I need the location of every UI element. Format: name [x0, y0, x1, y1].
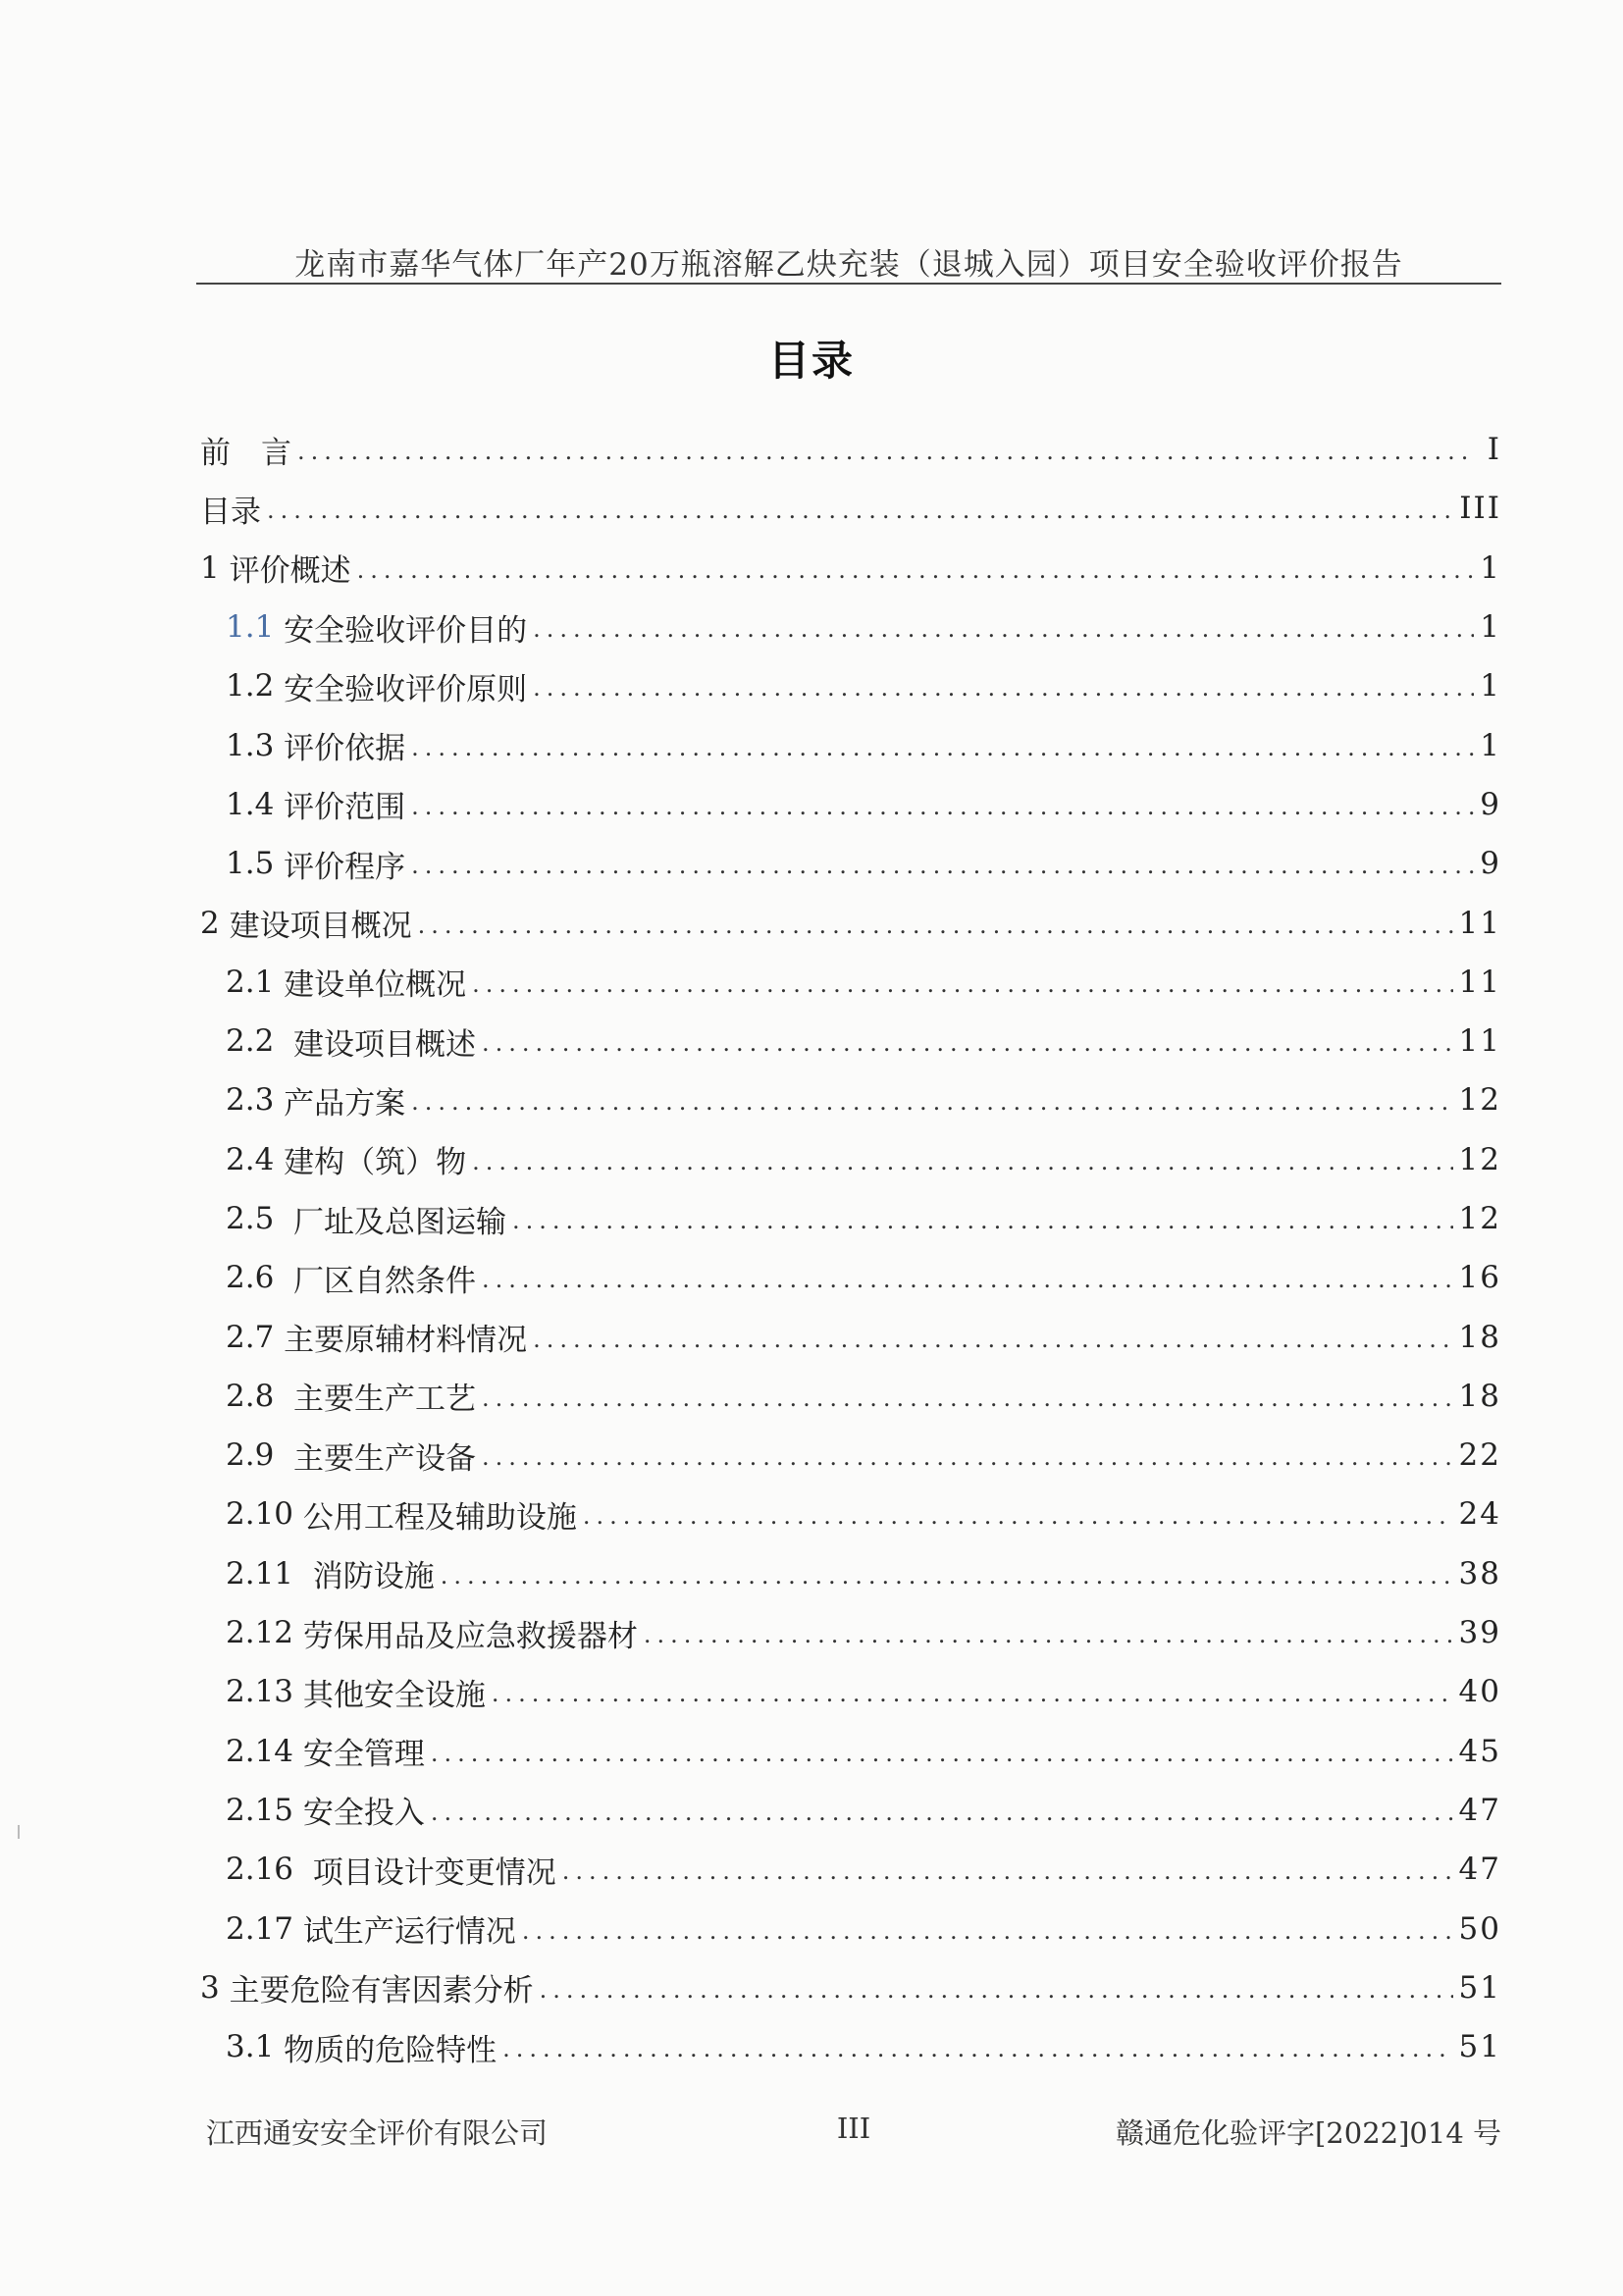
- toc-entry[interactable]: [200, 953, 1501, 1012]
- toc-entry-number: 1.1: [226, 609, 285, 646]
- toc-entry-title: 建设单位概况: [284, 967, 467, 1004]
- toc-entry-page: 51: [1458, 1969, 1501, 2006]
- toc-dot-leader: [472, 970, 1452, 998]
- toc-dot-leader: [418, 912, 1453, 939]
- toc-entry-title: 建设项目概况: [229, 909, 412, 945]
- toc-entry-number: 3: [200, 1969, 230, 2006]
- toc-entry-title: 主要生产工艺: [284, 1382, 477, 1418]
- toc-entry-title: 建构（筑）物: [284, 1145, 467, 1181]
- toc-entry-page: 12: [1458, 1141, 1501, 1177]
- toc-entry-title: 试生产运行情况: [302, 1914, 516, 1951]
- toc-dot-leader: [533, 1326, 1452, 1353]
- table-of-contents: [200, 420, 1501, 2076]
- toc-entry-number: 1: [200, 549, 230, 586]
- toc-dot-leader: [562, 1857, 1453, 1885]
- toc-entry-page: 45: [1458, 1733, 1501, 1769]
- toc-dot-leader: [482, 1384, 1453, 1412]
- toc-entry-number: 2.16: [226, 1852, 303, 1888]
- toc-entry[interactable]: [200, 1307, 1501, 1366]
- toc-entry-page: 9: [1480, 846, 1501, 882]
- toc-entry-title: 产品方案: [284, 1085, 406, 1122]
- toc-entry[interactable]: [200, 420, 1501, 479]
- toc-entry-page: 51: [1458, 2029, 1501, 2065]
- toc-entry-number: 2.2: [226, 1023, 285, 1060]
- toc-entry-number: 2: [200, 905, 230, 941]
- toc-dot-leader: [583, 1502, 1453, 1530]
- toc-entry-page: I: [1487, 432, 1501, 468]
- toc-entry-title: 其他安全设施: [302, 1677, 486, 1713]
- toc-entry-title: 物质的危险特性: [284, 2032, 497, 2068]
- toc-dot-leader: [472, 1148, 1452, 1175]
- toc-entry-title: 主要原辅材料情况: [284, 1323, 528, 1359]
- toc-entry-page: 12: [1458, 1082, 1501, 1119]
- toc-entry-number: 2.17: [226, 1910, 303, 1947]
- toc-entry[interactable]: [200, 1130, 1501, 1189]
- toc-entry[interactable]: [200, 775, 1501, 834]
- toc-entry-page: 12: [1458, 1201, 1501, 1236]
- toc-entry-title: 评价范围: [284, 790, 406, 826]
- toc-entry-title: 评价概述: [229, 553, 351, 590]
- toc-entry[interactable]: [200, 1722, 1501, 1781]
- toc-entry-page: 11: [1458, 905, 1501, 941]
- toc-dot-leader: [431, 1799, 1453, 1826]
- toc-dot-leader: [431, 1740, 1453, 1767]
- toc-entry-number: 2.11: [226, 1555, 303, 1592]
- toc-dot-leader: [482, 1443, 1453, 1471]
- toc-entry-page: 1: [1480, 668, 1501, 704]
- toc-dot-leader: [533, 674, 1474, 702]
- toc-entry-number: 2.4: [226, 1141, 285, 1177]
- toc-entry-number: 2.12: [226, 1615, 303, 1651]
- toc-entry[interactable]: [200, 598, 1501, 656]
- toc-entry-number: 2.1: [226, 964, 285, 1000]
- toc-entry[interactable]: [200, 1603, 1501, 1662]
- toc-entry-page: 16: [1458, 1260, 1501, 1296]
- toc-entry[interactable]: [200, 893, 1501, 952]
- toc-entry-title: 厂区自然条件: [284, 1263, 477, 1299]
- toc-entry[interactable]: [200, 2017, 1501, 2076]
- toc-entry[interactable]: [200, 1781, 1501, 1840]
- toc-dot-leader: [512, 1207, 1453, 1234]
- running-header: 龙南市嘉华气体厂年产20万瓶溶解乙炔充装（退城入园）项目安全验收评价报告: [294, 247, 1403, 283]
- toc-entry-number: 2.14: [226, 1733, 303, 1769]
- toc-entry-page: 1: [1480, 549, 1501, 586]
- toc-dot-leader: [411, 852, 1474, 879]
- toc-entry[interactable]: [200, 1012, 1501, 1070]
- toc-entry[interactable]: [200, 479, 1501, 538]
- toc-entry[interactable]: [200, 1840, 1501, 1899]
- toc-entry-title: 厂址及总图运输: [284, 1204, 507, 1240]
- toc-entry[interactable]: [200, 1958, 1501, 2017]
- toc-entry-number: 2.9: [226, 1437, 285, 1474]
- toc-entry-page: 18: [1458, 1319, 1501, 1355]
- toc-entry[interactable]: [200, 539, 1501, 598]
- toc-entry-page: 9: [1480, 786, 1501, 822]
- toc-entry[interactable]: [200, 1248, 1501, 1307]
- toc-dot-leader: [411, 793, 1474, 820]
- toc-entry-number: 2.7: [226, 1319, 285, 1355]
- toc-dot-leader: [502, 2035, 1452, 2062]
- toc-entry[interactable]: [200, 1426, 1501, 1485]
- toc-entry-title: 安全投入: [302, 1796, 425, 1832]
- toc-entry-number: 2.8: [226, 1378, 285, 1414]
- toc-entry-title: 项目设计变更情况: [302, 1854, 556, 1891]
- toc-dot-leader: [411, 734, 1474, 761]
- toc-entry-page: 1: [1480, 727, 1501, 763]
- toc-entry-page: III: [1459, 491, 1501, 527]
- toc-dot-leader: [267, 496, 1453, 524]
- toc-entry-title: 主要危险有害因素分析: [229, 1973, 534, 2009]
- toc-dot-leader: [540, 1976, 1453, 2004]
- toc-entry[interactable]: [200, 656, 1501, 715]
- footer-company: 江西通安安全评价有限公司: [206, 2116, 549, 2150]
- toc-entry-title: 消防设施: [302, 1559, 435, 1595]
- toc-entry-number: 2.6: [226, 1260, 285, 1296]
- toc-entry-page: 11: [1458, 1023, 1501, 1060]
- header-divider: [196, 283, 1501, 285]
- toc-dot-leader: [357, 556, 1475, 584]
- toc-entry-page: 11: [1458, 964, 1501, 1000]
- toc-entry-page: 38: [1458, 1555, 1501, 1592]
- toc-dot-leader: [297, 438, 1476, 465]
- toc-dot-leader: [522, 1917, 1453, 1945]
- toc-entry-number: 1.4: [226, 786, 285, 822]
- toc-entry-number: 1.2: [226, 668, 285, 704]
- footer-page-number: III: [836, 2112, 871, 2145]
- toc-entry[interactable]: [200, 715, 1501, 774]
- toc-dot-leader: [482, 1029, 1453, 1057]
- scan-mark: [18, 1825, 20, 1839]
- toc-entry-number: 1.3: [226, 727, 285, 763]
- toc-entry-title: 安全管理: [302, 1737, 425, 1773]
- toc-entry-number: 2.15: [226, 1792, 303, 1828]
- toc-dot-leader: [411, 1088, 1452, 1116]
- toc-entry-number: 2.5: [226, 1201, 285, 1236]
- toc-entry-page: 40: [1458, 1674, 1501, 1710]
- toc-entry-page: 50: [1458, 1910, 1501, 1947]
- toc-entry[interactable]: [200, 1662, 1501, 1721]
- toc-entry-number: 3.1: [226, 2029, 285, 2065]
- toc-entry-title: 评价程序: [284, 849, 406, 885]
- toc-entry-page: 47: [1458, 1792, 1501, 1828]
- toc-entry-page: 22: [1458, 1437, 1501, 1474]
- toc-dot-leader: [644, 1621, 1453, 1648]
- toc-entry-number: 1.5: [226, 846, 285, 882]
- toc-entry-title: 评价依据: [284, 731, 406, 767]
- toc-entry-number: 2.3: [226, 1082, 285, 1119]
- toc-entry-title: 公用工程及辅助设施: [302, 1499, 577, 1536]
- toc-entry[interactable]: [200, 1544, 1501, 1603]
- toc-entry[interactable]: [200, 1070, 1501, 1129]
- toc-entry-number: 目录: [200, 494, 261, 530]
- toc-entry-title: 劳保用品及应急救援器材: [302, 1618, 638, 1654]
- toc-entry-number: 前 言: [200, 435, 291, 471]
- toc-entry[interactable]: [200, 1367, 1501, 1426]
- toc-entry-title: 安全验收评价原则: [284, 671, 528, 707]
- toc-entry[interactable]: [200, 1899, 1501, 1957]
- toc-dot-leader: [441, 1562, 1453, 1590]
- toc-entry-title: 主要生产设备: [284, 1440, 477, 1477]
- toc-entry-page: 18: [1458, 1378, 1501, 1414]
- toc-dot-leader: [533, 615, 1474, 643]
- toc-entry-title: 建设项目概述: [284, 1026, 477, 1063]
- toc-entry[interactable]: [200, 834, 1501, 893]
- toc-entry-page: 39: [1458, 1615, 1501, 1651]
- footer-doc-number: 赣通危化验评字[2022]014 号: [1115, 2116, 1501, 2150]
- toc-entry-page: 24: [1458, 1496, 1501, 1533]
- page-title: 目录: [767, 337, 855, 385]
- toc-dot-leader: [492, 1680, 1453, 1707]
- toc-entry[interactable]: [200, 1485, 1501, 1543]
- toc-entry-title: 安全验收评价目的: [284, 612, 528, 649]
- toc-entry-number: 2.13: [226, 1674, 303, 1710]
- toc-entry-page: 47: [1458, 1852, 1501, 1888]
- toc-entry-number: 2.10: [226, 1496, 303, 1533]
- page-footer: [206, 2112, 1501, 2151]
- toc-entry[interactable]: [200, 1189, 1501, 1248]
- toc-dot-leader: [482, 1266, 1453, 1293]
- toc-entry-page: 1: [1480, 609, 1501, 646]
